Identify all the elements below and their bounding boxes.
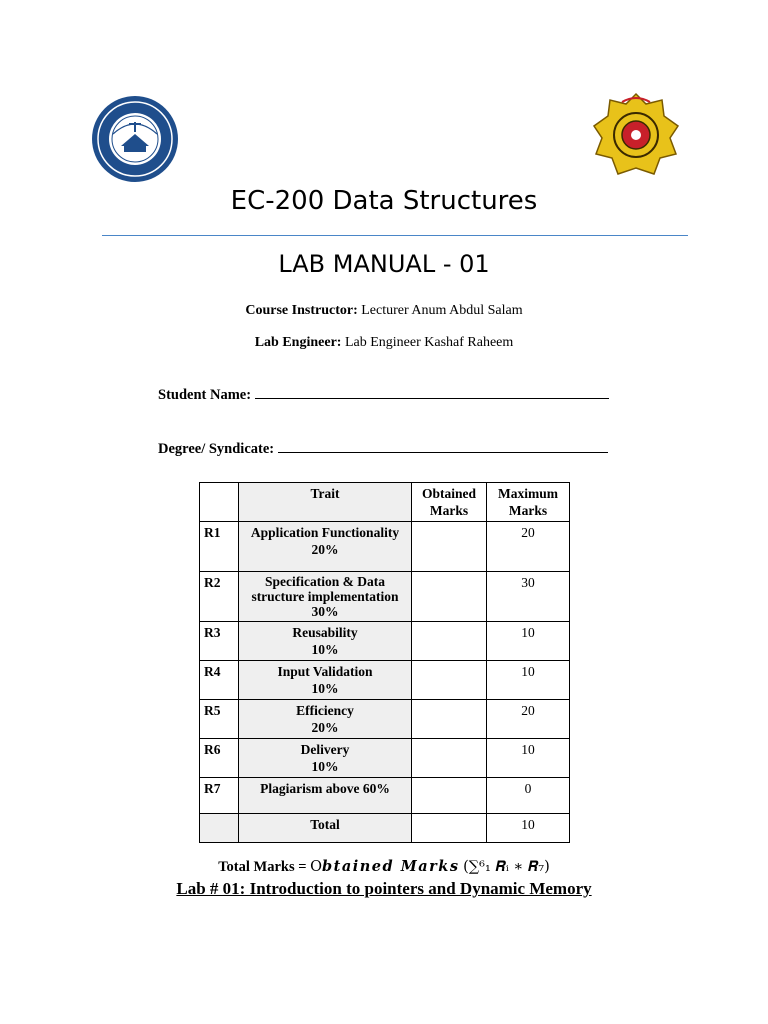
- rubric-table: [199, 482, 570, 843]
- total-marks-emphasis: btained Marks: [322, 858, 460, 875]
- row-maximum: 0: [487, 778, 570, 814]
- college-crest-icon: [592, 90, 680, 180]
- row-obtained[interactable]: [412, 778, 487, 814]
- row-trait: Application Functionality: [250, 525, 400, 540]
- row-id: R3: [200, 622, 239, 661]
- row-obtained[interactable]: [412, 700, 487, 739]
- table-row: [200, 661, 570, 700]
- title-divider: [102, 235, 688, 236]
- row-id: R1: [200, 522, 239, 572]
- engineer-name: Lab Engineer Kashaf Raheem: [344, 335, 514, 350]
- engineer-line: [0, 335, 768, 351]
- header-trait: Trait: [239, 483, 412, 522]
- row-weight: 10%: [311, 681, 339, 696]
- row-trait: Efficiency: [296, 703, 354, 718]
- lab-title: Lab # 01: Introduction to pointers and Dynamic Memory: [176, 879, 592, 898]
- row-obtained[interactable]: [412, 661, 487, 700]
- row-id: R2: [200, 572, 239, 622]
- table-row: [200, 572, 570, 622]
- instructor-label: Course Instructor:: [245, 303, 358, 318]
- row-trait-cell: [239, 700, 412, 739]
- total-maximum: 10: [487, 814, 570, 843]
- row-trait: Delivery: [300, 742, 350, 757]
- row-maximum: 10: [487, 661, 570, 700]
- row-id: R5: [200, 700, 239, 739]
- engineer-label: Lab Engineer:: [254, 335, 342, 350]
- student-name-line[interactable]: [255, 386, 609, 399]
- row-trait: Input Validation: [277, 664, 373, 679]
- row-trait: Plagiarism above 60%: [260, 781, 390, 796]
- student-name-label: Student Name:: [158, 387, 252, 403]
- total-marks-o: O: [310, 859, 323, 875]
- row-id: R6: [200, 739, 239, 778]
- total-marks-formula: [0, 858, 768, 876]
- table-row: [200, 700, 570, 739]
- row-trait-cell: [239, 778, 412, 814]
- header-maximum: Maximum Marks: [487, 483, 570, 522]
- row-trait-cell: [239, 622, 412, 661]
- degree-label: Degree/ Syndicate:: [158, 441, 275, 457]
- table-row: [200, 739, 570, 778]
- row-weight: 20%: [311, 542, 339, 557]
- row-weight: 10%: [311, 642, 339, 657]
- row-id: R7: [200, 778, 239, 814]
- table-total-row: [200, 814, 570, 843]
- instructor-line: [0, 303, 768, 319]
- total-marks-sum: (∑⁶₁ 𝑹ᵢ ∗ 𝑹₇): [463, 859, 550, 875]
- row-maximum: 20: [487, 700, 570, 739]
- table-header-row: [200, 483, 570, 522]
- row-maximum: 20: [487, 522, 570, 572]
- table-row: [200, 522, 570, 572]
- row-trait-cell: [239, 661, 412, 700]
- table-row: [200, 778, 570, 814]
- total-obtained[interactable]: [412, 814, 487, 843]
- row-obtained[interactable]: [412, 622, 487, 661]
- course-title: EC-200 Data Structures: [230, 186, 538, 216]
- row-trait-cell: [239, 739, 412, 778]
- instructor-name: Lecturer Anum Abdul Salam: [361, 303, 523, 318]
- row-weight: 10%: [311, 759, 339, 774]
- row-weight: 30%: [311, 604, 339, 619]
- row-trait-cell: [239, 572, 412, 622]
- university-seal-icon: [91, 94, 179, 184]
- header-obtained: Obtained Marks: [412, 483, 487, 522]
- total-id-cell: [200, 814, 239, 843]
- row-trait: Specification & Data structure implementation: [251, 574, 399, 604]
- row-trait: Reusability: [292, 625, 358, 640]
- row-obtained[interactable]: [412, 572, 487, 622]
- degree-line[interactable]: [278, 440, 608, 453]
- degree-field[interactable]: [158, 440, 608, 458]
- student-name-field[interactable]: [158, 386, 609, 404]
- row-trait-cell: [239, 522, 412, 572]
- table-row: [200, 622, 570, 661]
- manual-title: LAB MANUAL - 01: [278, 250, 490, 278]
- row-maximum: 10: [487, 739, 570, 778]
- row-obtained[interactable]: [412, 739, 487, 778]
- row-maximum: 10: [487, 622, 570, 661]
- row-maximum: 30: [487, 572, 570, 622]
- row-id: R4: [200, 661, 239, 700]
- header-id-cell: [200, 483, 239, 522]
- total-marks-label: Total Marks =: [218, 859, 311, 875]
- total-label: Total: [239, 814, 412, 843]
- row-obtained[interactable]: [412, 522, 487, 572]
- row-weight: 20%: [311, 720, 339, 735]
